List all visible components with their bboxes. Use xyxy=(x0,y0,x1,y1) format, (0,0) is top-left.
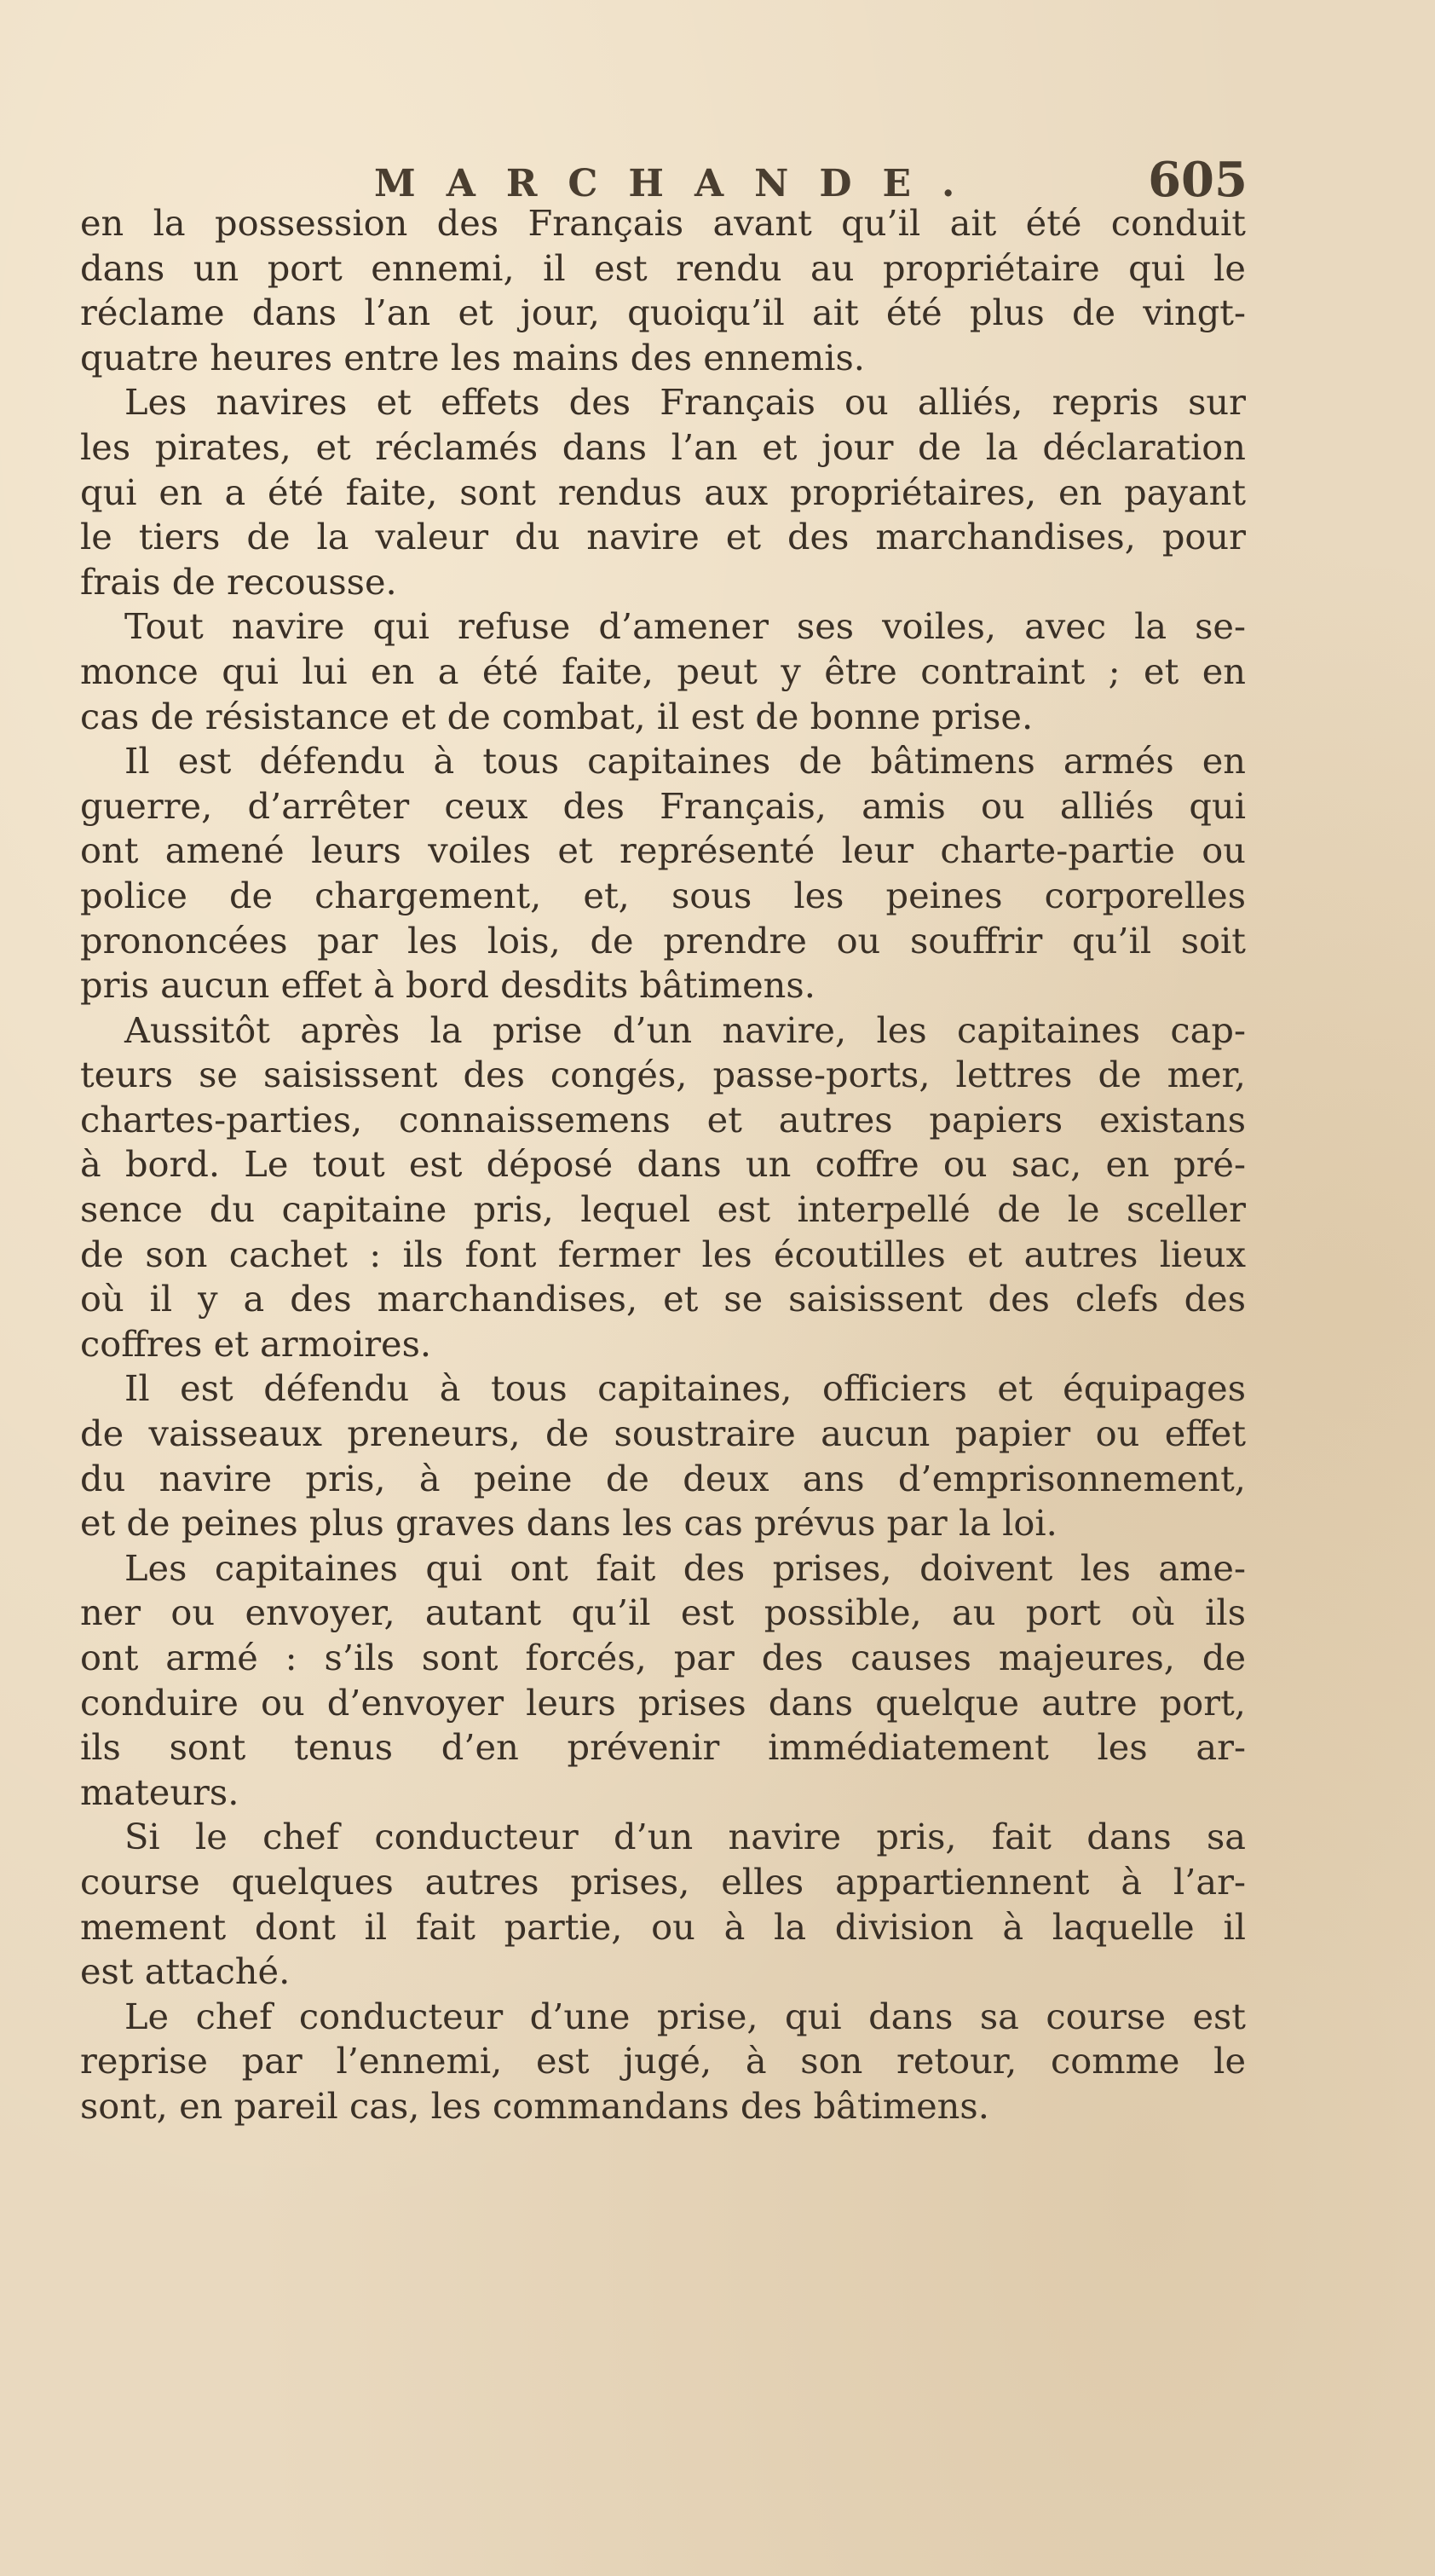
text-line: de vaisseaux preneurs, de soustraire aucun papier ou effet xyxy=(80,1412,1246,1455)
text-line: Le chef conducteur d’une prise, qui dans sa course est xyxy=(124,1995,1246,2037)
text-line: coffres et armoires. xyxy=(80,1322,432,1365)
text-line: sont, en pareil cas, les commandans des bâtimens. xyxy=(80,2084,989,2127)
running-title: MARCHANDE. xyxy=(374,162,986,205)
text-line: et de peines plus graves dans les cas prévus par la loi. xyxy=(80,1502,1058,1545)
text-line: frais de recousse. xyxy=(80,560,397,603)
text-line: Si le chef conducteur d’un navire pris, fait dans sa xyxy=(124,1816,1246,1858)
page-number: 605 xyxy=(1148,152,1248,208)
paragraph xyxy=(80,739,1246,1008)
text-line: Aussitôt après la prise d’un navire, les capitaines cap- xyxy=(124,1008,1246,1051)
text-line: qui en a été faite, sont rendus aux propriétaires, en payant xyxy=(80,471,1246,513)
text-line: Les navires et effets des Français ou alliés, repris sur xyxy=(124,381,1246,424)
text-line: conduire ou d’envoyer leurs prises dans quelque autre port, xyxy=(80,1681,1246,1724)
text-line: du navire pris, à peine de deux ans d’emprisonnement, xyxy=(80,1457,1246,1499)
text-line: teurs se saisissent des congés, passe-ports, lettres de mer, xyxy=(80,1054,1246,1096)
text-line: monce qui lui en a été faite, peut y être contraint ; et en xyxy=(80,650,1246,692)
text-line: Il est défendu à tous capitaines, officiers et équipages xyxy=(124,1367,1246,1410)
body-text xyxy=(80,201,1246,2129)
text-line: mement dont il fait partie, ou à la division à laquelle il xyxy=(80,1905,1246,1948)
paragraph xyxy=(80,201,1246,380)
text-line: police de chargement, et, sous les peines corporelles xyxy=(80,874,1246,916)
text-line: chartes-parties, connaissemens et autres papiers existans xyxy=(80,1098,1246,1141)
text-line: Tout navire qui refuse d’amener ses voiles, avec la se- xyxy=(124,605,1246,648)
text-line: cas de résistance et de combat, il est de bonne prise. xyxy=(80,695,1034,737)
text-line: ils sont tenus d’en prévenir immédiatement les ar- xyxy=(80,1726,1246,1769)
text-line: Il est défendu à tous capitaines de bâtimens armés en xyxy=(124,740,1246,783)
text-line: les pirates, et réclamés dans l’an et jour de la déclaration xyxy=(80,425,1246,468)
text-line: le tiers de la valeur du navire et des marchandises, pour xyxy=(80,516,1246,558)
paragraph xyxy=(80,604,1246,739)
text-line: mateurs. xyxy=(80,1770,239,1813)
text-line: course quelques autres prises, elles appartiennent à l’ar- xyxy=(80,1860,1246,1903)
text-line: pris aucun effet à bord desdits bâtimens. xyxy=(80,964,815,1007)
running-head xyxy=(80,119,1248,208)
text-line: reprise par l’ennemi, est jugé, à son retour, comme le xyxy=(80,2040,1246,2082)
book-page xyxy=(80,119,1246,2129)
text-line: sence du capitaine pris, lequel est interpellé de le sceller xyxy=(80,1188,1246,1231)
text-line: de son cachet : ils font fermer les écoutilles et autres lieux xyxy=(80,1233,1246,1275)
paragraph xyxy=(80,1008,1246,1367)
text-line: ont armé : s’ils sont forcés, par des causes majeures, de xyxy=(80,1637,1246,1678)
paragraph xyxy=(80,1366,1246,1545)
text-line: guerre, d’arrêter ceux des Français, amis ou alliés qui xyxy=(80,784,1246,827)
text-line: quatre heures entre les mains des ennemis. xyxy=(80,336,865,378)
paragraph xyxy=(80,1546,1246,1816)
text-line: à bord. Le tout est déposé dans un coffre ou sac, en pré- xyxy=(80,1143,1246,1186)
paragraph xyxy=(80,1995,1246,2129)
text-line: ner ou envoyer, autant qu’il est possible, au port où ils xyxy=(80,1591,1246,1634)
paragraph xyxy=(80,1815,1246,1994)
text-line: prononcées par les lois, de prendre ou souffrir qu’il soit xyxy=(80,919,1246,962)
text-line: ont amené leurs voiles et représenté leur charte-partie ou xyxy=(80,829,1246,872)
text-line: dans un port ennemi, il est rendu au propriétaire qui le xyxy=(80,246,1246,289)
paragraph xyxy=(80,380,1246,604)
text-line: Les capitaines qui ont fait des prises, doivent les ame- xyxy=(124,1546,1246,1589)
text-line: réclame dans l’an et jour, quoiqu’il ait été plus de vingt- xyxy=(80,292,1246,334)
text-line: où il y a des marchandises, et se saisissent des clefs des xyxy=(80,1278,1246,1320)
text-line: est attaché. xyxy=(80,1950,291,1993)
text-line: en la possession des Français avant qu’il ait été conduit xyxy=(80,202,1246,244)
